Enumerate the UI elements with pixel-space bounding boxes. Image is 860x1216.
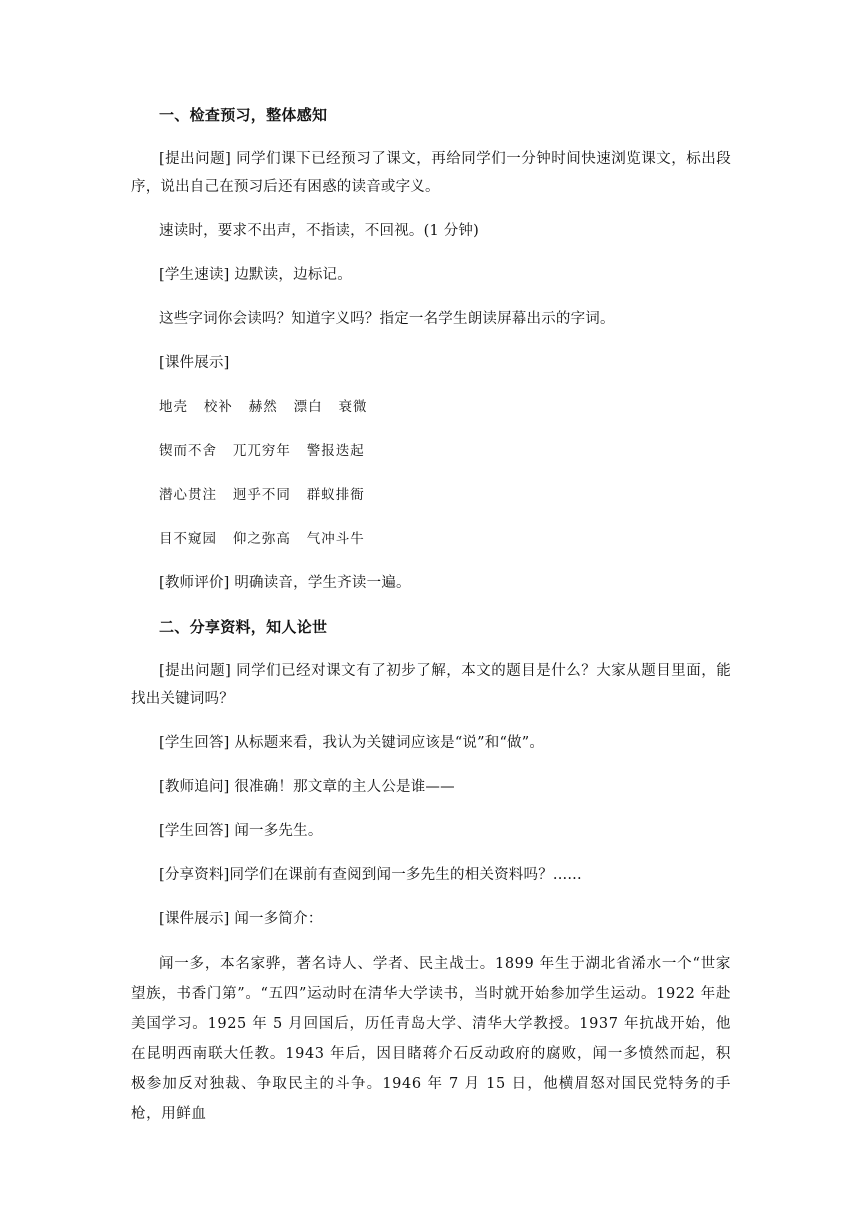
paragraph-teacher-followup: [教师追问] 很准确！那文章的主人公是谁——	[159, 779, 455, 795]
biography-text: 闻一多，本名家骅，著名诗人、学者、民主战士。1899 年生于湖北省浠水一个“世家望族，书香门第”。“五四”运动时在清华大学读书，当时就开始参加学生运动。1922 年赴美国学习。1925 年 5 月回国后，历任青岛大学、清华大学教授。1937 年抗战开始，他在昆明西南联大任教。1943 年后，因目睹蒋介石反动政府的腐败，闻一多愤然而起，积极参加反对独裁、争取民主的斗争。1946 年 7 月 15 日，他横眉怒对国民党特务的手枪，用鲜血	[131, 956, 731, 1122]
paragraph-title-question: [提出问题] 同学们已经对课文有了初步了解，本文的题目是什么？大家从题目里面，能找出关键词吗？	[131, 663, 731, 707]
section-heading-share-materials: 二、分享资料，知人论世	[159, 618, 328, 636]
paragraph-vocab-prompt: 这些字词你会读吗？知道字义吗？指定一名学生朗读屏幕出示的字词。	[159, 311, 615, 327]
paragraph-speed-reading-rules: 速读时，要求不出声，不指读，不回视。(1 分钟)	[159, 223, 479, 239]
document-content	[131, 101, 731, 1129]
vocab-row: 目不窥园 仰之弥高 气冲斗牛	[159, 531, 365, 547]
paragraph-teacher-question: [提出问题] 同学们课下已经预习了课文，再给同学们一分钟时间快速浏览课文，标出段序，说出自己在预习后还有困惑的读音或字义。	[131, 151, 731, 195]
vocab-row: 潜心贯注 迥乎不同 群蚁排衙	[159, 487, 365, 503]
paragraph-student-reading: [学生速读] 边默读，边标记。	[159, 267, 352, 283]
paragraph-student-answer-keywords: [学生回答] 从标题来看，我认为关键词应该是“说”和“做”。	[159, 735, 545, 751]
paragraph-teacher-evaluation: [教师评价] 明确读音，学生齐读一遍。	[159, 575, 411, 591]
paragraph-courseware-display: [课件展示]	[159, 355, 230, 371]
paragraph-student-answer-protagonist: [学生回答] 闻一多先生。	[159, 823, 323, 839]
paragraph-biography-display: [课件展示] 闻一多简介：	[159, 911, 323, 927]
vocab-row: 地壳 校补 赫然 漂白 衰微	[159, 399, 368, 415]
section-heading-preview-check: 一、检查预习，整体感知	[159, 106, 328, 124]
vocab-row: 锲而不舍 兀兀穷年 警报迭起	[159, 443, 365, 459]
paragraph-share-materials: [分享资料]同学们在课前有查阅到闻一多先生的相关资料吗？......	[159, 867, 582, 883]
